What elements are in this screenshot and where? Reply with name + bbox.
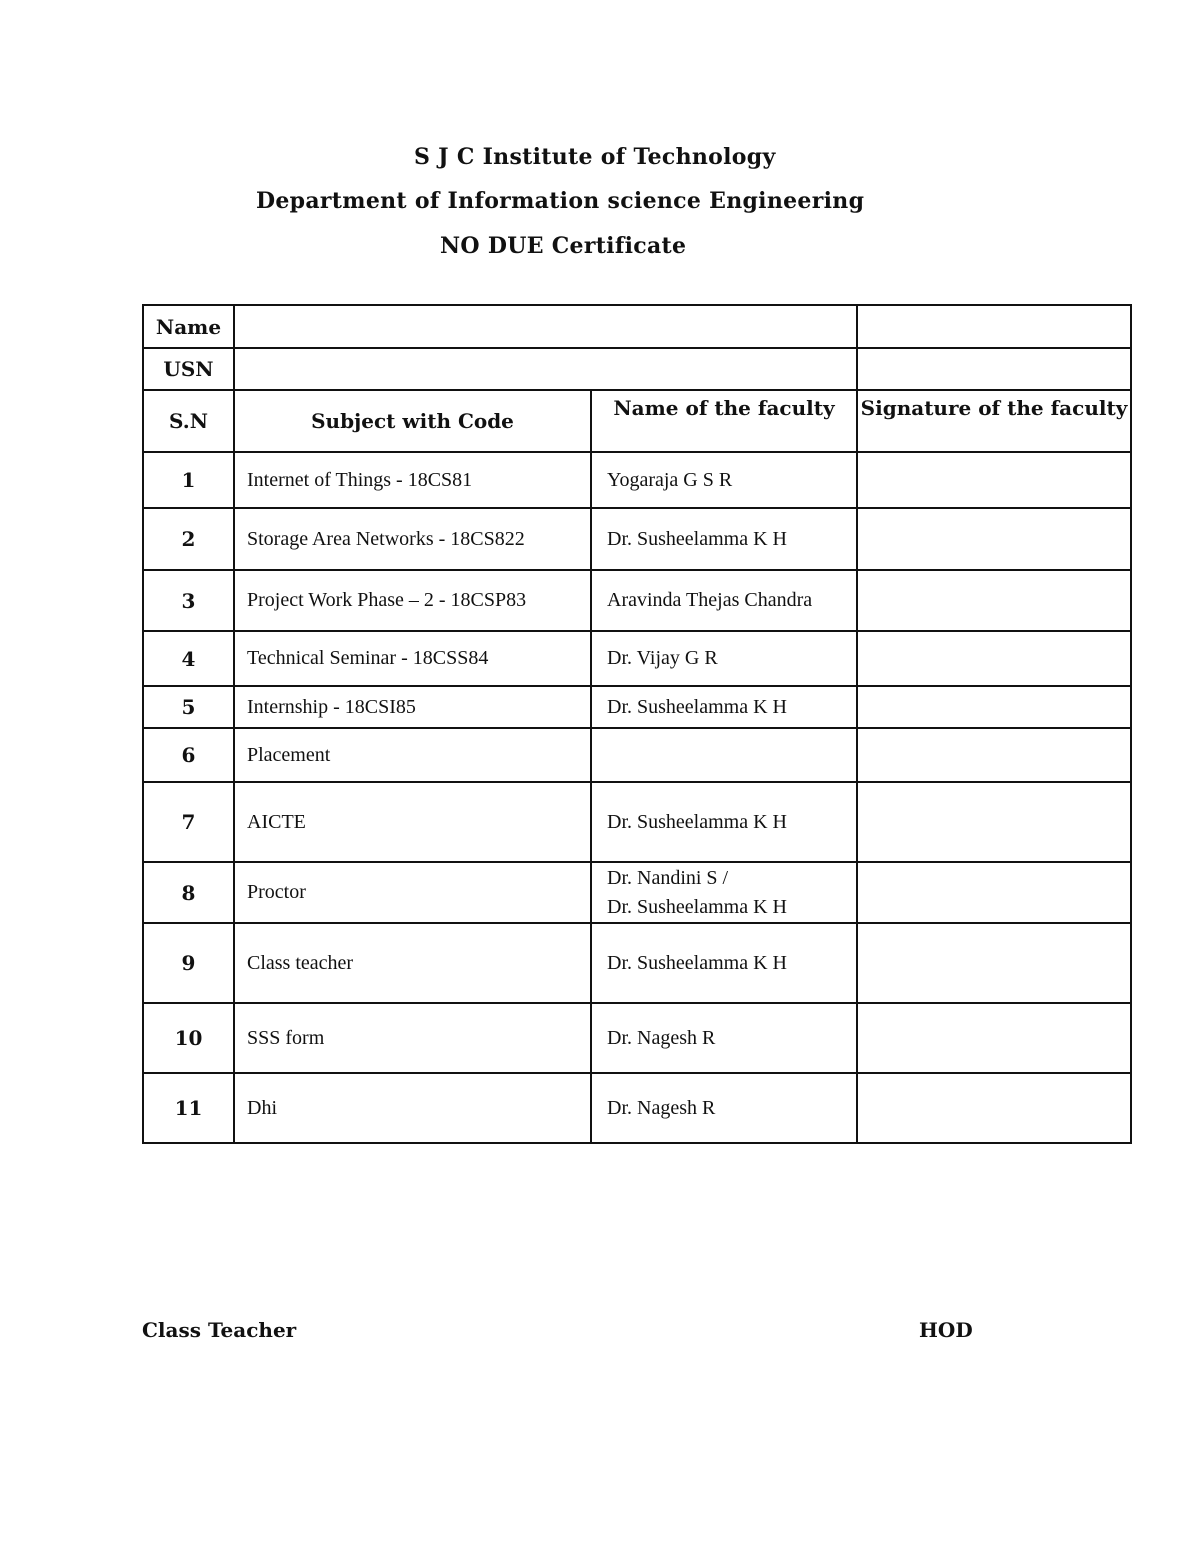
institute-name: S J C Institute of Technology xyxy=(414,144,776,170)
row-faculty xyxy=(591,686,857,728)
class-teacher-signoff: Class Teacher xyxy=(142,1318,297,1342)
row-serial-number: 4 xyxy=(143,631,234,686)
faculty-name-line: Dr. Susheelamma K H xyxy=(607,951,787,974)
row-serial-number: 5 xyxy=(143,686,234,728)
row-faculty xyxy=(591,1073,857,1143)
row-serial-number: 8 xyxy=(143,862,234,923)
table-row xyxy=(143,570,1131,631)
usn-field[interactable] xyxy=(234,348,857,390)
table-row xyxy=(143,508,1131,570)
faculty-name-line: Dr. Nagesh R xyxy=(607,1096,716,1119)
row-serial-number: 6 xyxy=(143,728,234,782)
row-signature-cell[interactable] xyxy=(857,1073,1131,1143)
no-due-table xyxy=(142,304,1132,1144)
faculty-name-line: Aravinda Thejas Chandra xyxy=(607,589,813,611)
row-faculty xyxy=(591,631,857,686)
row-faculty xyxy=(591,452,857,508)
table-row xyxy=(143,452,1131,508)
row-subject: Project Work Phase – 2 - 18CSP83 xyxy=(234,570,591,631)
row-signature-cell[interactable] xyxy=(857,570,1131,631)
faculty-name-line: Dr. Susheelamma K H xyxy=(607,895,787,918)
name-label: Name xyxy=(143,305,234,348)
row-faculty xyxy=(591,1003,857,1073)
faculty-name-line: Dr. Vijay G R xyxy=(607,647,718,669)
row-subject: Class teacher xyxy=(234,923,591,1003)
row-subject: Internship - 18CSI85 xyxy=(234,686,591,728)
row-faculty xyxy=(591,862,857,923)
table-row xyxy=(143,728,1131,782)
row-serial-number: 9 xyxy=(143,923,234,1003)
row-serial-number: 2 xyxy=(143,508,234,570)
row-signature-cell[interactable] xyxy=(857,1003,1131,1073)
row-faculty xyxy=(591,923,857,1003)
hod-signoff: HOD xyxy=(919,1318,973,1342)
table-row xyxy=(143,631,1131,686)
certificate-title: NO DUE Certificate xyxy=(440,233,687,259)
row-signature-cell[interactable] xyxy=(857,728,1131,782)
department-name: Department of Information science Engineering xyxy=(256,188,865,214)
row-serial-number: 11 xyxy=(143,1073,234,1143)
col-header-sn: S.N xyxy=(143,390,234,452)
row-subject: Placement xyxy=(234,728,591,782)
row-serial-number: 10 xyxy=(143,1003,234,1073)
table-row xyxy=(143,782,1131,862)
row-signature-cell[interactable] xyxy=(857,923,1131,1003)
col-header-signature: Signature of the faculty xyxy=(857,390,1131,452)
table-row xyxy=(143,1003,1131,1073)
row-signature-cell[interactable] xyxy=(857,508,1131,570)
table-row xyxy=(143,686,1131,728)
usn-label: USN xyxy=(143,348,234,390)
name-row xyxy=(143,305,1131,348)
usn-extra-cell xyxy=(857,348,1131,390)
row-subject: AICTE xyxy=(234,782,591,862)
row-signature-cell[interactable] xyxy=(857,631,1131,686)
row-faculty xyxy=(591,570,857,631)
row-subject: Internet of Things - 18CS81 xyxy=(234,452,591,508)
row-subject: SSS form xyxy=(234,1003,591,1073)
table-row xyxy=(143,862,1131,923)
row-subject: Storage Area Networks - 18CS822 xyxy=(234,508,591,570)
row-serial-number: 7 xyxy=(143,782,234,862)
faculty-name-line: Dr. Susheelamma K H xyxy=(607,527,787,550)
column-header-row xyxy=(143,390,1131,452)
row-serial-number: 3 xyxy=(143,570,234,631)
table-row xyxy=(143,1073,1131,1143)
col-header-faculty: Name of the faculty xyxy=(591,390,857,452)
name-field[interactable] xyxy=(234,305,857,348)
row-subject: Dhi xyxy=(234,1073,591,1143)
faculty-name-line: Dr. Nandini S / xyxy=(607,866,729,889)
table-row xyxy=(143,923,1131,1003)
row-signature-cell[interactable] xyxy=(857,686,1131,728)
row-faculty xyxy=(591,728,857,782)
row-faculty xyxy=(591,508,857,570)
row-signature-cell[interactable] xyxy=(857,782,1131,862)
row-subject: Technical Seminar - 18CSS84 xyxy=(234,631,591,686)
faculty-name-line: Yogaraja G S R xyxy=(607,468,733,491)
row-signature-cell[interactable] xyxy=(857,452,1131,508)
row-serial-number: 1 xyxy=(143,452,234,508)
row-subject: Proctor xyxy=(234,862,591,923)
usn-row xyxy=(143,348,1131,390)
faculty-name-line: Dr. Susheelamma K H xyxy=(607,695,787,718)
row-signature-cell[interactable] xyxy=(857,862,1131,923)
row-faculty xyxy=(591,782,857,862)
name-extra-cell xyxy=(857,305,1131,348)
faculty-name-line: Dr. Susheelamma K H xyxy=(607,810,787,833)
col-header-subject: Subject with Code xyxy=(234,390,591,452)
faculty-name-line: Dr. Nagesh R xyxy=(607,1026,716,1049)
